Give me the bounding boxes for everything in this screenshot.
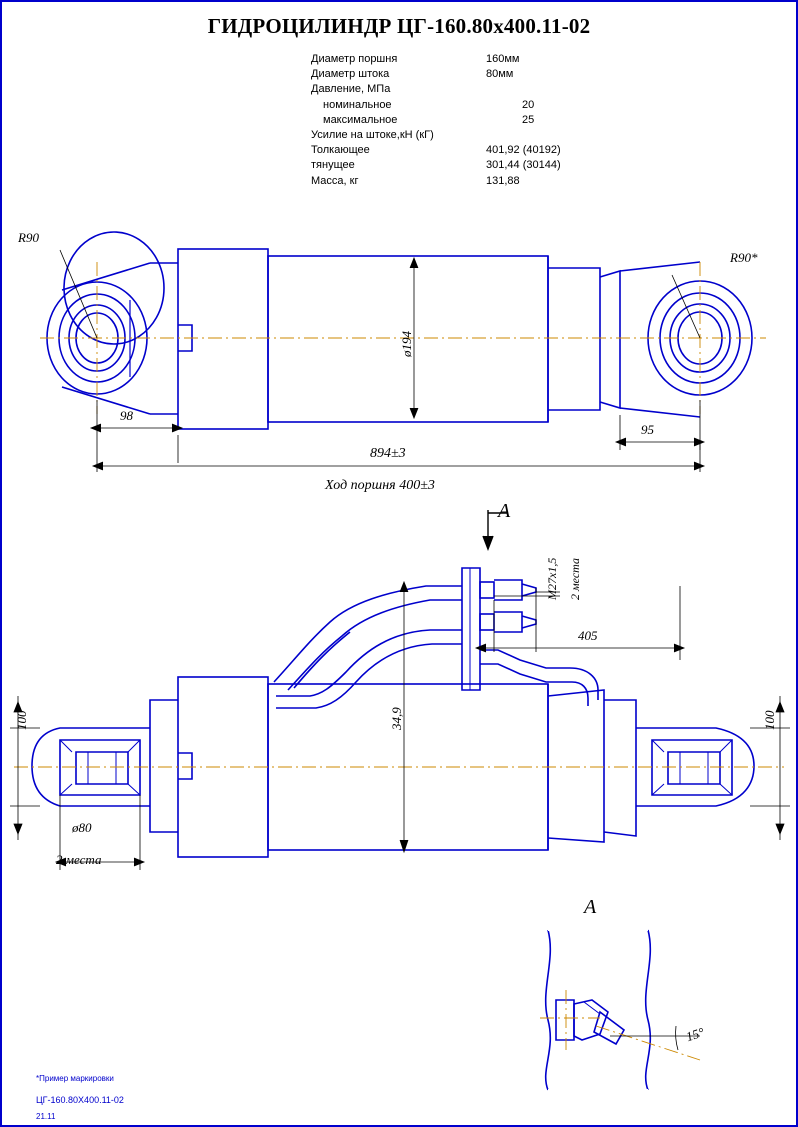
top-dimension-lines — [60, 250, 704, 472]
spec-label: Давление, МПа — [311, 83, 391, 96]
spec-label: Усилие на штоке,кН (кГ) — [311, 129, 434, 142]
spec-label: тянущее — [311, 159, 355, 172]
dim-angle-15: 15° — [684, 1024, 706, 1045]
dim-thread-qty: 2 места — [568, 558, 582, 600]
dim-overall-length: 894±3 — [370, 446, 406, 461]
spec-value: 301,44 (30144) — [486, 159, 561, 172]
detail-a — [546, 930, 651, 1090]
page-title: ГИДРОЦИЛИНДР ЦГ-160.80x400.11-02 — [207, 14, 591, 38]
spec-value: 20 — [522, 98, 535, 111]
spec-label: Диаметр поршня — [311, 53, 398, 65]
dim-d80-qty: 2 места — [56, 852, 102, 867]
spec-value: 80мм — [486, 68, 514, 81]
spec-label: Масса, кг — [311, 174, 359, 187]
section-label-a-bottom: A — [584, 896, 597, 918]
dim-left-100: 100 — [14, 710, 29, 730]
dim-d80: ø80 — [72, 820, 92, 835]
spec-label: Толкающее — [311, 144, 370, 157]
dim-95: 95 — [641, 422, 654, 437]
dim-405: 405 — [578, 628, 598, 643]
spec-value: 160мм — [486, 53, 520, 65]
dim-r90-left: R90 — [18, 230, 39, 245]
top-right-eye — [620, 262, 752, 417]
spec-label: максимальное — [323, 113, 398, 126]
dim-349: 34,9 — [389, 707, 404, 730]
top-left-eye — [47, 232, 192, 414]
dim-thread: M27x1,5 — [545, 557, 559, 600]
footer-note: *Пример маркировки — [36, 1074, 114, 1083]
spec-value: 401,92 (40192) — [486, 144, 561, 157]
spec-label: номинальное — [323, 98, 392, 111]
dim-d194: ø194 — [399, 331, 414, 357]
dim-stroke: Ход поршня 400±3 — [325, 478, 435, 493]
dim-98: 98 — [120, 408, 133, 423]
dim-r90-right: R90* — [730, 250, 758, 265]
spec-value: 25 — [522, 113, 535, 126]
footer-marking: ЦГ-160.80X400.11-02 — [36, 1095, 124, 1105]
footer-code: 21.11 — [36, 1112, 56, 1121]
dim-right-100: 100 — [762, 710, 777, 730]
spec-label: Диаметр штока — [311, 68, 390, 81]
section-label-a-top: A — [498, 500, 511, 522]
spec-value: 131,88 — [486, 174, 520, 187]
